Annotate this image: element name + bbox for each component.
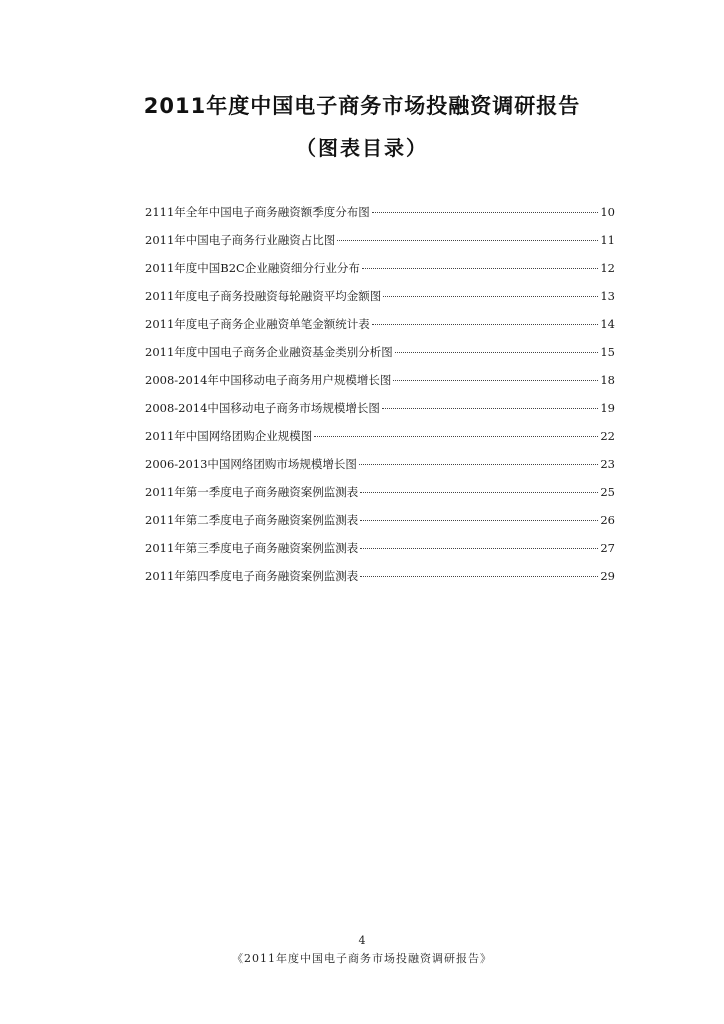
page-number: 4	[358, 934, 366, 947]
toc-entry[interactable]	[145, 484, 615, 512]
toc-entry-page: 29	[600, 569, 615, 583]
toc-leader-dots	[372, 324, 599, 325]
toc-leader-dots	[360, 548, 598, 549]
toc-entry[interactable]	[145, 288, 615, 316]
toc-entry[interactable]	[145, 232, 615, 260]
toc-entry-label: 2008-2014年中国移动电子商务用户规模增长图	[145, 373, 392, 387]
toc-entry-page: 26	[600, 513, 615, 527]
toc-entry-label: 2111年全年中国电子商务融资额季度分布图	[145, 205, 370, 219]
toc-entry-label: 2011年第四季度电子商务融资案例监测表	[145, 569, 359, 583]
toc-leader-dots	[314, 436, 598, 437]
toc-entry-page: 18	[600, 373, 615, 387]
toc-entry-page: 12	[600, 261, 615, 275]
toc-entry-label: 2008-2014中国移动电子商务市场规模增长图	[145, 401, 380, 415]
figure-table-of-contents	[145, 204, 615, 596]
document-subtitle: （图表目录）	[296, 136, 428, 160]
toc-leader-dots	[360, 492, 598, 493]
toc-entry-label: 2011年度电子商务企业融资单笔金额统计表	[145, 317, 370, 331]
toc-entry-page: 15	[600, 345, 615, 359]
toc-entry[interactable]	[145, 456, 615, 484]
toc-entry-page: 10	[600, 205, 615, 219]
toc-entry[interactable]	[145, 316, 615, 344]
toc-entry-page: 19	[600, 401, 615, 415]
toc-entry[interactable]	[145, 568, 615, 596]
toc-leader-dots	[359, 464, 598, 465]
toc-entry-label: 2011年度中国B2C企业融资细分行业分布	[145, 261, 360, 275]
toc-entry-label: 2006-2013中国网络团购市场规模增长图	[145, 457, 357, 471]
toc-entry-page: 27	[600, 541, 615, 555]
running-footer-title: 《2011年度中国电子商务市场投融资调研报告》	[232, 952, 492, 965]
toc-entry-page: 25	[600, 485, 615, 499]
toc-entry-page: 13	[600, 289, 615, 303]
toc-entry[interactable]	[145, 428, 615, 456]
toc-entry-label: 2011年第三季度电子商务融资案例监测表	[145, 541, 359, 555]
toc-entry-label: 2011年第一季度电子商务融资案例监测表	[145, 485, 359, 499]
toc-leader-dots	[383, 296, 598, 297]
toc-entry[interactable]	[145, 372, 615, 400]
toc-leader-dots	[360, 576, 598, 577]
toc-entry[interactable]	[145, 260, 615, 288]
toc-entry-label: 2011年中国网络团购企业规模图	[145, 429, 313, 443]
toc-entry[interactable]	[145, 344, 615, 372]
toc-entry[interactable]	[145, 204, 615, 232]
toc-entry-label: 2011年第二季度电子商务融资案例监测表	[145, 513, 359, 527]
toc-entry-label: 2011年度电子商务投融资每轮融资平均金额图	[145, 289, 382, 303]
toc-entry-label: 2011年中国电子商务行业融资占比图	[145, 233, 336, 247]
toc-entry-page: 23	[600, 457, 615, 471]
toc-entry-label: 2011年度中国电子商务企业融资基金类别分析图	[145, 345, 393, 359]
toc-leader-dots	[362, 268, 599, 269]
toc-leader-dots	[395, 352, 599, 353]
toc-entry[interactable]	[145, 540, 615, 568]
toc-entry[interactable]	[145, 400, 615, 428]
toc-leader-dots	[337, 240, 598, 241]
toc-entry[interactable]	[145, 512, 615, 540]
document-title: 2011年度中国电子商务市场投融资调研报告	[143, 94, 581, 118]
toc-entry-page: 22	[600, 429, 615, 443]
toc-leader-dots	[393, 380, 598, 381]
toc-leader-dots	[372, 212, 599, 213]
toc-entry-page: 11	[600, 233, 615, 247]
toc-leader-dots	[360, 520, 598, 521]
toc-leader-dots	[382, 408, 598, 409]
toc-entry-page: 14	[600, 317, 615, 331]
